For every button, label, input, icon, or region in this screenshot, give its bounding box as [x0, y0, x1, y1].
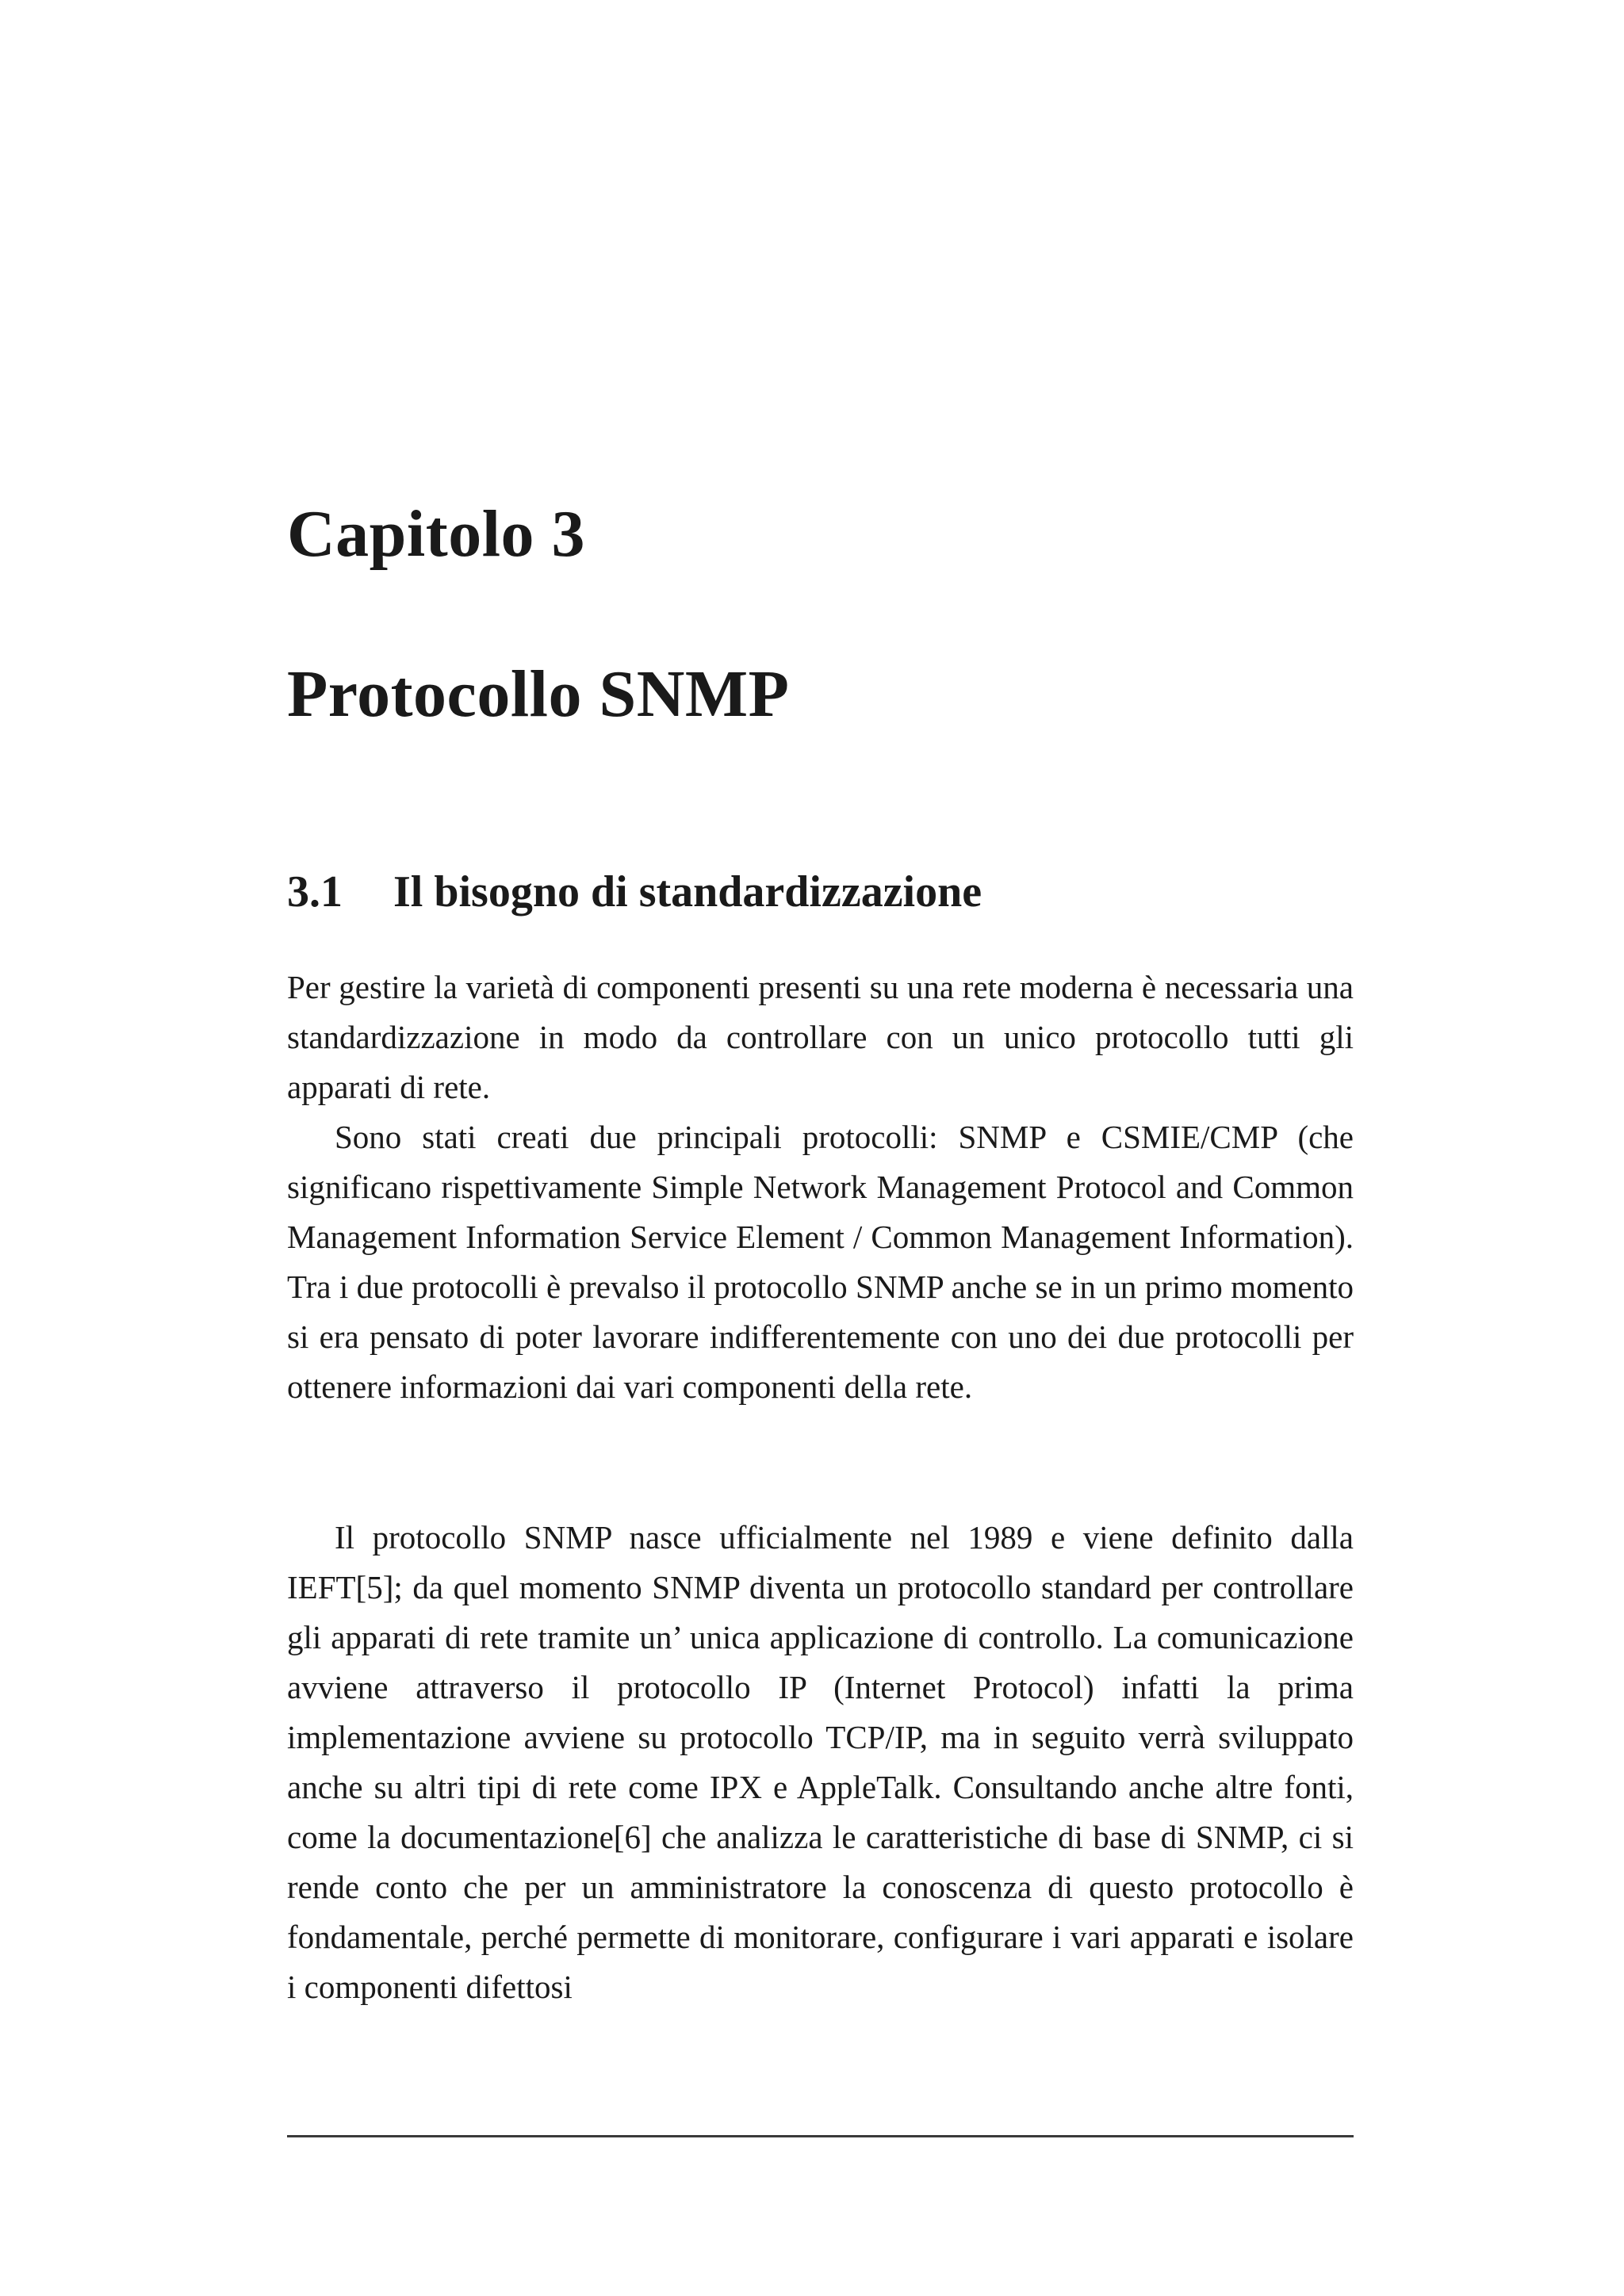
footer-rule [287, 2135, 1354, 2137]
section-title: Il bisogno di standardizzazione [393, 867, 982, 916]
body-text-block [287, 962, 1354, 1412]
paragraph: Il protocollo SNMP nasce ufficialmente nel 1989 e viene definito dalla IEFT[5]; da quel momento SNMP diventa un protocollo standard per controllare gli apparati di rete tramite un’ unica applicazione di controllo. La comunicazione avviene attraverso il protocollo IP (Internet Protocol) infatti la prima implementazione avviene su protocollo TCP/IP, ma in seguito verrà sviluppato anche su altri tipi di rete come IPX e AppleTalk. Consultando anche altre fonti, come la documentazione[6] che analizza le caratteristiche di base di SNMP, ci si rende conto che per un amministratore la conoscenza di questo protocollo è fondamentale, perché permette di monitorare, configurare i vari apparati e isolare i componenti difettosi [287, 1519, 1354, 2005]
section-number: 3.1 [287, 867, 343, 916]
chapter-label: Capitolo 3 [287, 497, 586, 571]
chapter-title: Protocollo SNMP [287, 657, 790, 731]
body-text-block [287, 1513, 1354, 2012]
section-heading [287, 867, 982, 916]
document-page [287, 0, 1354, 2296]
paragraph: Sono stati creati due principali protocolli: SNMP e CSMIE/CMP (che significano rispettivamente Simple Network Management Protocol and Common Management Information Service Element / Common Management Information). Tra i due protocolli è prevalso il protocollo SNMP anche se in un primo momento si era pensato di poter lavorare indifferentemente con uno dei due protocolli per ottenere informazioni dai vari componenti della rete. [287, 1119, 1354, 1405]
paragraph: Per gestire la varietà di componenti presenti su una rete moderna è necessaria una standardizzazione in modo da controllare con un unico protocollo tutti gli apparati di rete. [287, 969, 1354, 1105]
